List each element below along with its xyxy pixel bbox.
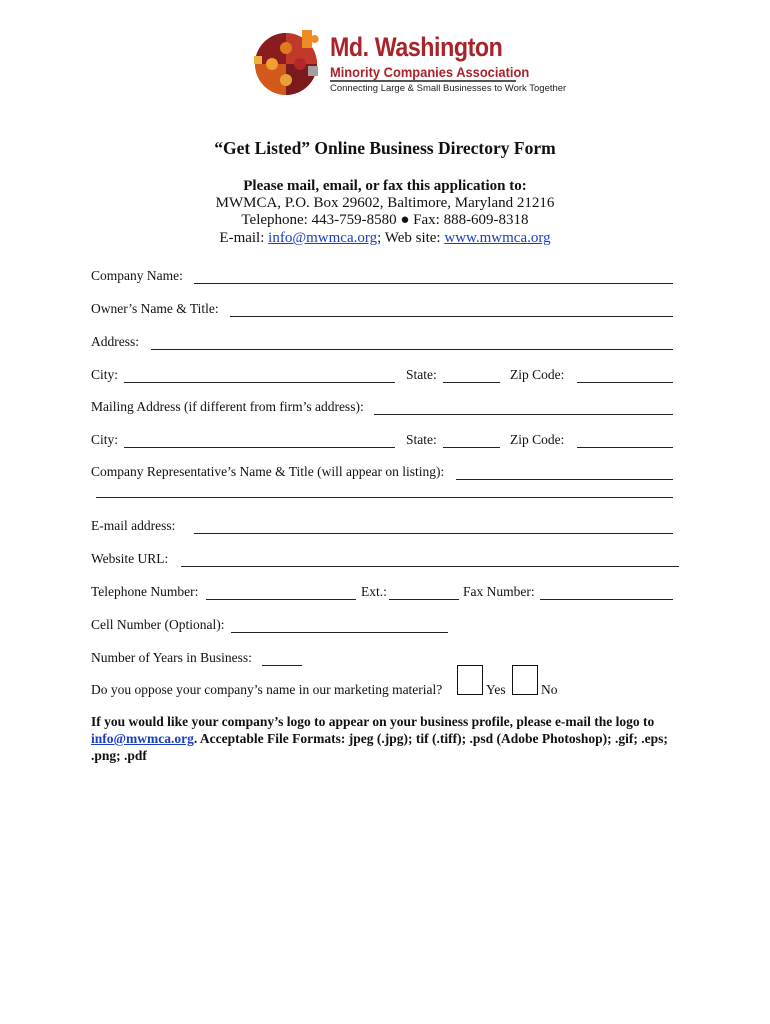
rep-label: Company Representative’s Name & Title (will appear on listing): [91,464,445,479]
years-field[interactable] [262,665,302,666]
mailing-field[interactable] [374,414,673,415]
state-field[interactable] [443,382,500,383]
logo-subtitle: Minority Companies Association [330,64,530,80]
website-label: Website URL: [91,551,169,566]
note-text-1: If you would like your company’s logo to appear on your business profile, please e-mail the logo to [91,714,655,729]
owner-field[interactable] [230,316,673,317]
zip2-field[interactable] [577,447,673,448]
fax-field[interactable] [540,599,673,600]
logo [252,26,567,122]
logo-name: Md. Washington [330,32,503,62]
city2-field[interactable] [124,447,395,448]
company-name-label: Company Name: [91,268,183,283]
note-email-link[interactable]: info@mwmca.org [91,731,194,746]
cell-field[interactable] [231,632,448,633]
cell-label: Cell Number (Optional): [91,617,225,632]
logo-tagline: Connecting Large & Small Businesses to Work Together [330,83,567,94]
state-label: State: [406,367,437,382]
mailing-address: MWMCA, P.O. Box 29602, Baltimore, Maryland 21216 [215,195,555,211]
website-field[interactable] [181,566,679,567]
phone-fax: Telephone: 443-759-8580 ● Fax: 888-609-8318 [241,212,529,228]
fax-label: Fax Number: [463,584,535,599]
company-name-field[interactable] [194,283,673,284]
telephone-label: Telephone Number: [91,584,199,599]
city2-label: City: [91,432,119,447]
zip-field[interactable] [577,382,673,383]
state2-label: State: [406,432,437,447]
city-field[interactable] [124,382,395,383]
address-label: Address: [91,334,139,349]
yes-checkbox[interactable] [457,665,483,695]
website-link[interactable]: www.mwmca.org [444,230,551,246]
note-text-2: . Acceptable File Formats: jpeg (.jpg); tif (.tiff); .psd (Adobe Photoshop); .gif; .eps; .png; .pdf [91,731,668,763]
mailing-label: Mailing Address (if different from firm’s address): [91,399,364,414]
years-label: Number of Years in Business: [91,650,252,665]
oppose-label: Do you oppose your company’s name in our marketing material? [91,682,443,697]
ext-label: Ext.: [361,584,387,599]
city-label: City: [91,367,119,382]
zip2-label: Zip Code: [510,432,565,447]
email-label: E-mail address: [91,518,176,533]
contact-line [0,230,770,247]
yes-label: Yes [486,682,506,697]
email-link[interactable]: info@mwmca.org [268,230,378,246]
address-field[interactable] [151,349,673,350]
email-prefix: E-mail: [219,230,269,246]
owner-label: Owner’s Name & Title: [91,301,219,316]
no-label: No [541,682,558,697]
web-prefix: ; Web site: [377,230,445,246]
logo-divider [330,80,516,82]
zip-label: Zip Code: [510,367,565,382]
state2-field[interactable] [443,447,500,448]
rep-field[interactable] [456,479,673,480]
email-field[interactable] [194,533,673,534]
ext-field[interactable] [389,599,459,600]
logo-note [91,713,683,764]
form-title: “Get Listed” Online Business Directory Form [214,138,556,158]
puzzle-globe-icon [252,26,324,104]
mail-instruction: Please mail, email, or fax this application to: [243,178,527,194]
rep-field-line2[interactable] [96,497,673,498]
no-checkbox[interactable] [512,665,538,695]
telephone-field[interactable] [206,599,356,600]
